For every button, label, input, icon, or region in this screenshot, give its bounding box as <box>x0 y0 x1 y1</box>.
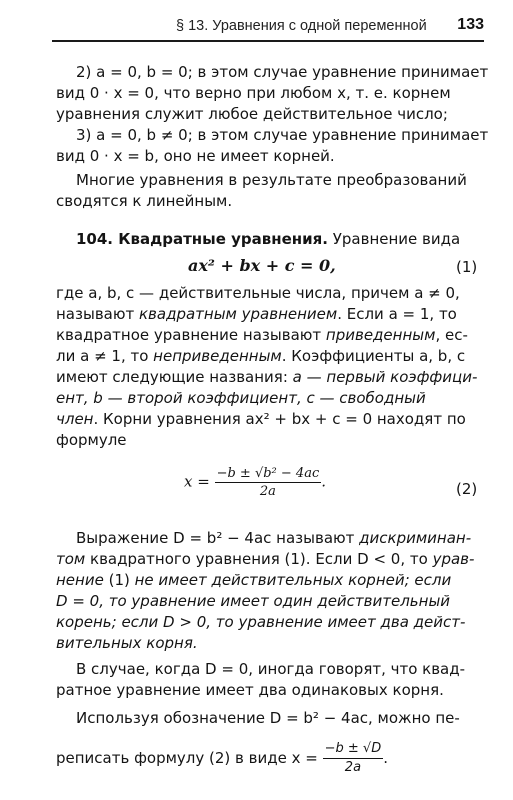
section-heading-line <box>76 229 486 250</box>
text-line: где a, b, c — действительные числа, причем a ≠ 0, <box>56 284 460 302</box>
text-line: 3) a = 0, b ≠ 0; в этом случае уравнение принимает <box>76 126 489 144</box>
text-line: ратное уравнение имеет два одинаковых корня. <box>56 681 444 699</box>
eq2-lhs: x = <box>184 472 210 491</box>
header-title: § 13. Уравнения с одной переменной <box>176 18 427 34</box>
text-line: вительных корня. <box>56 634 198 652</box>
text-line <box>56 325 486 346</box>
running-header <box>52 16 484 42</box>
eq2-tail: . <box>321 472 327 491</box>
term-first-coefficient: a — первый коэффици- <box>292 368 478 386</box>
text-span-italic: урав- <box>432 550 475 568</box>
equation-1: ax² + bx + c = 0, <box>188 256 336 275</box>
text-line: ент, b — второй коэффициент, c — свободный <box>56 389 426 407</box>
page-number: 133 <box>457 16 484 33</box>
eq2-denominator: 2a <box>259 484 276 499</box>
term-discriminant-end: том <box>56 550 86 568</box>
text-line: D = 0, то уравнение имеет один действительный <box>56 592 451 610</box>
text-line: сводятся к линейным. <box>56 192 233 210</box>
text-line <box>76 528 486 549</box>
text-line <box>56 549 486 570</box>
text-span: квадратного уравнения (1). Если D < 0, то <box>85 550 433 568</box>
equation-2-number: (2) <box>456 480 478 498</box>
text-span: . Если a = 1, то <box>337 305 457 323</box>
text-line: вид 0 · x = 0, что верно при любом x, т. е. корнем <box>56 84 451 102</box>
text-span: квадратное уравнение называют <box>56 326 326 344</box>
equation-1-number: (1) <box>456 258 478 276</box>
text-span: Выражение D = b² − 4ac называют <box>76 529 360 547</box>
eq2-numerator: −b ± √b² − 4ac <box>216 466 320 481</box>
inline-fraction-denominator: 2a <box>344 760 362 775</box>
text-line: 2) a = 0, b = 0; в этом случае уравнение принимает <box>76 63 489 81</box>
equation-2 <box>184 466 326 499</box>
text-line: В случае, когда D = 0, иногда говорят, что квад- <box>76 660 466 678</box>
text-span: . Корни уравнения ax² + bx + c = 0 находят по <box>93 410 466 428</box>
section-intro: Уравнение вида <box>332 230 461 248</box>
text-span: . Коэффициенты a, b, c <box>281 347 466 365</box>
text-line: Используя обозначение D = b² − 4ac, можно пе- <box>76 709 460 727</box>
text-line: уравнения служит любое действительное число; <box>56 105 448 123</box>
text-span-italic: нение <box>56 571 104 589</box>
text-span: . <box>383 749 389 767</box>
text-span: (1) <box>103 571 135 589</box>
text-line: формуле <box>56 431 127 449</box>
term-reduced: приведенным <box>325 326 436 344</box>
text-span: реписать формулу (2) в виде x = <box>56 749 318 767</box>
text-line: вид 0 · x = b, оно не имеет корней. <box>56 147 335 165</box>
term-discriminant: дискриминан- <box>359 529 472 547</box>
text-line <box>56 741 486 776</box>
text-span: , ес- <box>435 326 468 344</box>
text-span: ли a ≠ 1, то <box>56 347 154 365</box>
text-line <box>56 346 486 367</box>
term-quadratic-equation: квадратным уравнением <box>138 305 338 323</box>
text-line <box>56 409 486 430</box>
term-unreduced: неприведенным <box>153 347 282 365</box>
inline-fraction <box>323 741 384 776</box>
inline-fraction-numerator: −b ± √D <box>323 741 384 759</box>
text-line: Многие уравнения в результате преобразований <box>76 171 467 189</box>
term-free-member: член <box>56 410 94 428</box>
text-span: называют <box>56 305 139 323</box>
text-line: корень; если D > 0, то уравнение имеет два дейст- <box>56 613 466 631</box>
text-span: имеют следующие названия: <box>56 368 293 386</box>
text-span-italic: не имеет действительных корней; если <box>134 571 452 589</box>
eq2-fraction <box>215 466 322 499</box>
text-line <box>56 304 486 325</box>
text-line <box>56 570 486 591</box>
text-line <box>56 367 486 388</box>
section-title: 104. Квадратные уравнения. <box>76 230 328 248</box>
